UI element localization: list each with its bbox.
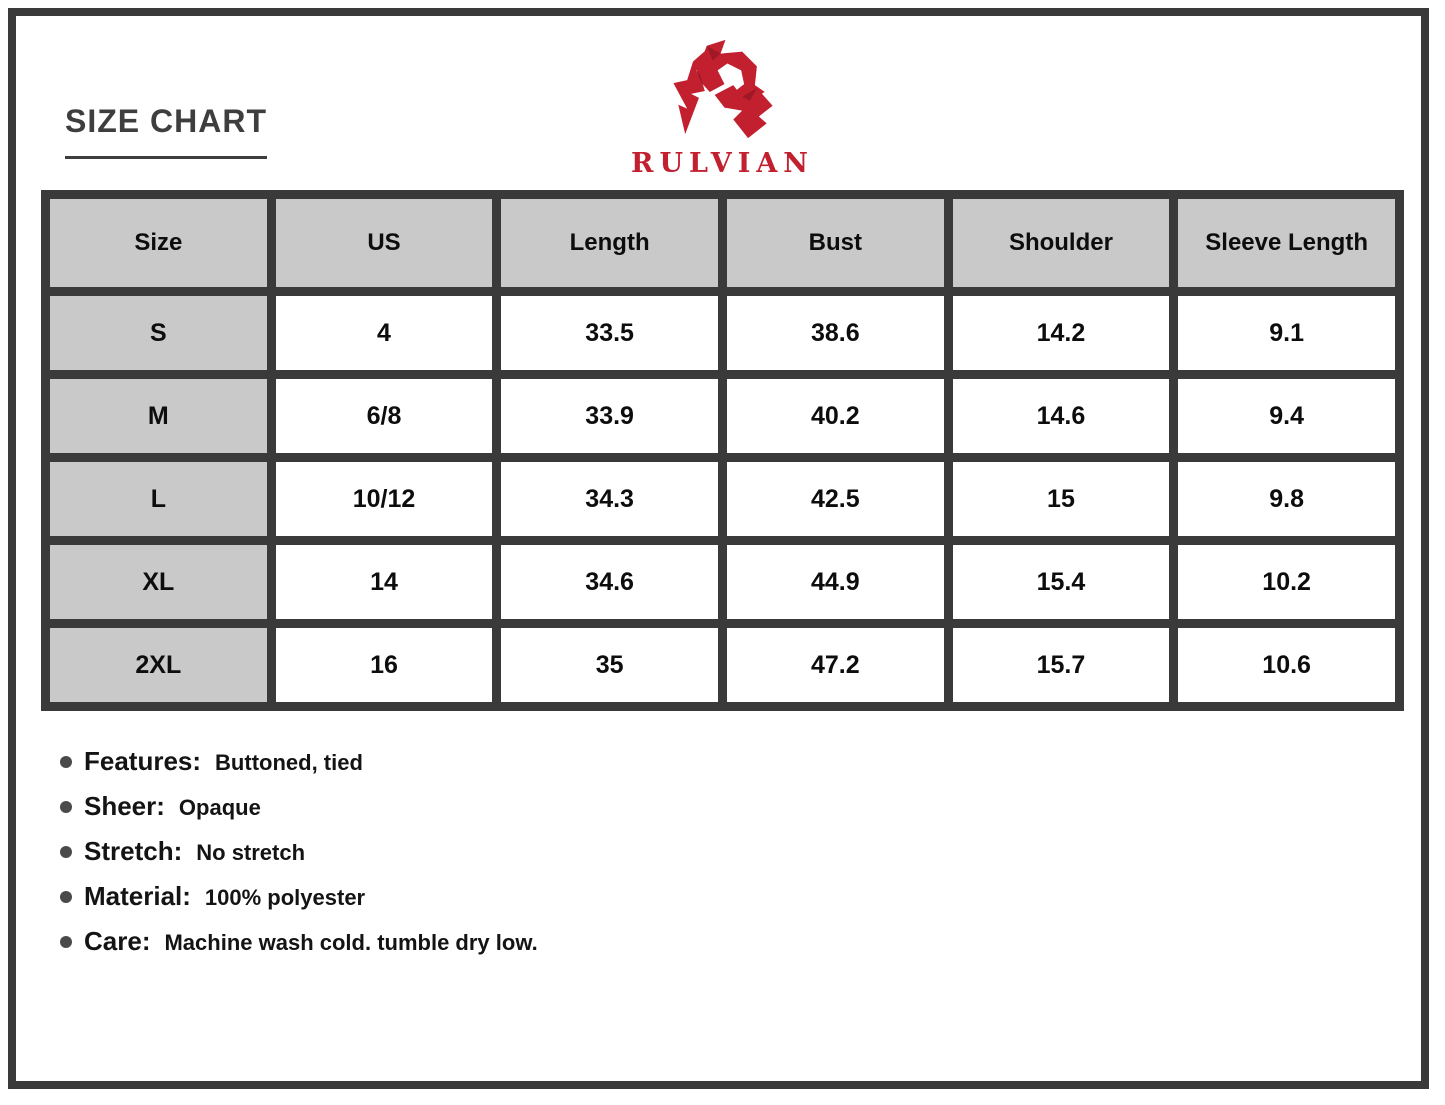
size-chart-table	[41, 190, 1404, 711]
length-cell: 34.3	[501, 462, 718, 536]
us-cell: 4	[276, 296, 493, 370]
length-cell: 35	[501, 628, 718, 702]
bust-cell: 47.2	[727, 628, 944, 702]
detail-value: No stretch	[196, 840, 306, 865]
detail-label: Features:	[84, 746, 202, 776]
detail-label: Care:	[84, 926, 151, 956]
bullet-icon	[60, 756, 72, 768]
size-cell: 2XL	[50, 628, 267, 702]
title-block	[65, 103, 267, 159]
table-row	[50, 462, 1395, 536]
table-row	[50, 628, 1395, 702]
sleeve-cell: 9.8	[1178, 462, 1395, 536]
brand-name: RULVIAN	[631, 148, 814, 179]
us-cell: 10/12	[276, 462, 493, 536]
header-us: US	[276, 199, 493, 287]
table-row	[50, 296, 1395, 370]
list-item	[60, 793, 538, 821]
us-cell: 16	[276, 628, 493, 702]
bullet-icon	[60, 846, 72, 858]
detail-value: 100% polyester	[204, 885, 366, 910]
bullet-icon	[60, 891, 72, 903]
header-sleeve-length: Sleeve Length	[1178, 199, 1395, 287]
brand-logo	[631, 34, 814, 179]
detail-label: Sheer:	[84, 791, 165, 821]
angular-r-logo-icon	[663, 34, 781, 144]
bullet-icon	[60, 801, 72, 813]
sleeve-cell: 10.2	[1178, 545, 1395, 619]
title-underline	[65, 156, 267, 159]
list-item	[60, 883, 538, 911]
size-cell: XL	[50, 545, 267, 619]
length-cell: 33.5	[501, 296, 718, 370]
detail-value: Opaque	[178, 795, 261, 820]
size-cell: L	[50, 462, 267, 536]
list-item	[60, 748, 538, 776]
bullet-icon	[60, 936, 72, 948]
detail-value: Buttoned, tied	[215, 750, 363, 775]
page-title: SIZE CHART	[65, 103, 267, 139]
length-cell: 33.9	[501, 379, 718, 453]
table-row	[50, 379, 1395, 453]
header-size: Size	[50, 199, 267, 287]
shoulder-cell: 15.4	[953, 545, 1170, 619]
header-bust: Bust	[727, 199, 944, 287]
detail-value: Machine wash cold. tumble dry low.	[164, 930, 538, 955]
us-cell: 14	[276, 545, 493, 619]
sleeve-cell: 9.4	[1178, 379, 1395, 453]
shoulder-cell: 15	[953, 462, 1170, 536]
bust-cell: 44.9	[727, 545, 944, 619]
detail-label: Stretch:	[84, 836, 183, 866]
list-item	[60, 928, 538, 956]
product-details-list	[60, 748, 538, 973]
bust-cell: 42.5	[727, 462, 944, 536]
sleeve-cell: 10.6	[1178, 628, 1395, 702]
shoulder-cell: 15.7	[953, 628, 1170, 702]
size-cell: S	[50, 296, 267, 370]
bust-cell: 40.2	[727, 379, 944, 453]
list-item	[60, 838, 538, 866]
table-row	[50, 545, 1395, 619]
size-cell: M	[50, 379, 267, 453]
header-shoulder: Shoulder	[953, 199, 1170, 287]
detail-label: Material:	[84, 881, 191, 911]
header-length: Length	[501, 199, 718, 287]
us-cell: 6/8	[276, 379, 493, 453]
sleeve-cell: 9.1	[1178, 296, 1395, 370]
shoulder-cell: 14.6	[953, 379, 1170, 453]
table-header-row	[50, 199, 1395, 287]
length-cell: 34.6	[501, 545, 718, 619]
bust-cell: 38.6	[727, 296, 944, 370]
shoulder-cell: 14.2	[953, 296, 1170, 370]
